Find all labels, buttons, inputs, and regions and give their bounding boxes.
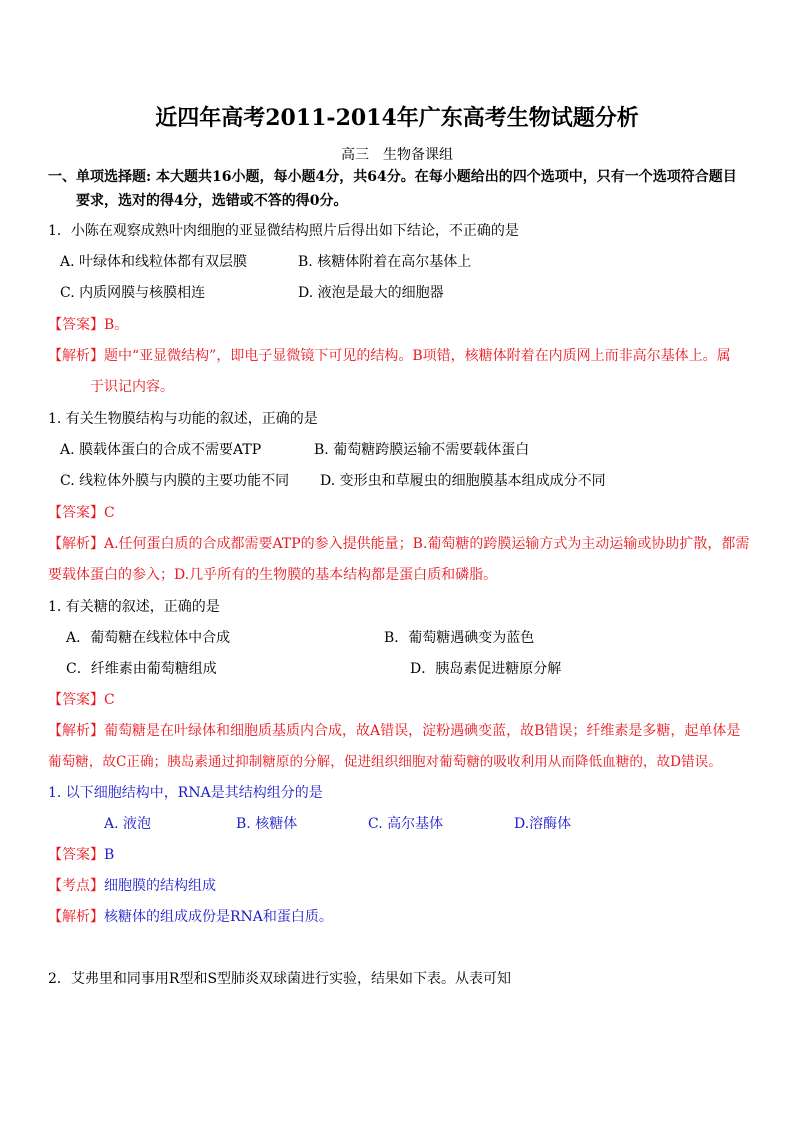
point-text: 细胞膜的结构组成 xyxy=(104,878,216,894)
q3-option-c: C．纤维素由葡萄糖组成 xyxy=(66,661,217,677)
document-subtitle: 高三 生物备课组 xyxy=(341,147,453,163)
q3-stem: 1. 有关糖的叙述，正确的是 xyxy=(48,599,220,615)
q4-answer xyxy=(48,846,114,864)
q2-option-b: B. 葡萄糖跨膜运输不需要载体蛋白 xyxy=(314,442,530,458)
analysis-text: 核糖体的组成成份是RNA和蛋白质。 xyxy=(104,909,333,925)
q2-answer xyxy=(48,504,115,522)
answer-value: B xyxy=(104,847,115,863)
q2-option-d: D. 变形虫和草履虫的细胞膜基本组成成分不同 xyxy=(320,473,606,489)
q1-answer xyxy=(48,316,128,334)
analysis-text: A.任何蛋白质的合成都需要ATP的参入提供能量；B.葡萄糖的跨膜运输方式为主动运输或协助扩散，都需 xyxy=(104,536,750,552)
answer-tag: 【答案】 xyxy=(48,847,104,863)
answer-value: C xyxy=(104,505,115,521)
q4-point xyxy=(48,877,216,895)
q4-stem: 1. 以下细胞结构中，RNA是其结构组分的是 xyxy=(48,785,323,801)
q3-option-a: A．葡萄糖在线粒体中合成 xyxy=(66,630,231,646)
q1-analysis-line2: 于识记内容。 xyxy=(90,379,174,395)
analysis-text: 葡萄糖是在叶绿体和细胞质基质内合成，故A错误，淀粉遇碘变蓝，故B错误；纤维素是多糖，起单体是 xyxy=(104,723,741,739)
q4-option-c: C. 高尔基体 xyxy=(368,816,444,832)
q4-analysis xyxy=(48,908,333,926)
q2-stem: 1. 有关生物膜结构与功能的叙述，正确的是 xyxy=(48,411,318,427)
analysis-tag: 【解析】 xyxy=(48,348,104,364)
q5-stem: 2．艾弗里和同事用R型和S型肺炎双球菌进行实验，结果如下表。从表可知 xyxy=(48,971,512,987)
q1-option-d: D. 液泡是最大的细胞器 xyxy=(298,285,444,301)
q4-option-d: D.溶酶体 xyxy=(514,816,572,832)
q3-analysis-line2: 葡萄糖，故C正确；胰岛素通过抑制糖原的分解，促进组织细胞对葡萄糖的吸收利用从而降低血糖的，故D错误。 xyxy=(48,754,722,770)
q1-option-a: A. 叶绿体和线粒体都有双层膜 xyxy=(60,254,248,270)
analysis-text: 题中“亚显微结构”，即电子显微镜下可见的结构。B项错，核糖体附着在内质网上而非高尔基体上。属 xyxy=(104,348,731,364)
q3-option-b: B．葡萄糖遇碘变为蓝色 xyxy=(384,630,535,646)
analysis-tag: 【解析】 xyxy=(48,723,104,739)
q2-option-a: A. 膜载体蛋白的合成不需要ATP xyxy=(60,442,262,458)
answer-value: C xyxy=(104,692,115,708)
q3-option-d: D．胰岛素促进糖原分解 xyxy=(410,661,562,677)
q2-analysis-line1 xyxy=(48,535,749,553)
section-heading-line1: 一、单项选择题: 本大题共16小题，每小题4分，共64分。在每小题给出的四个选项中，只有一个选项符合题目 xyxy=(48,169,737,185)
q4-option-b: B. 核糖体 xyxy=(236,816,298,832)
document-title: 近四年高考2011-2014年广东高考生物试题分析 xyxy=(155,105,639,131)
q1-option-c: C. 内质网膜与核膜相连 xyxy=(60,285,206,301)
point-tag: 【考点】 xyxy=(48,878,104,894)
q1-analysis-line1 xyxy=(48,347,731,365)
q4-option-a: A. 液泡 xyxy=(104,816,152,832)
q2-analysis-line2: 要载体蛋白的参入；D.几乎所有的生物膜的基本结构都是蛋白质和磷脂。 xyxy=(48,567,498,583)
answer-value: B。 xyxy=(104,317,129,333)
analysis-tag: 【解析】 xyxy=(48,536,104,552)
section-heading-line2: 要求，选对的得4分，选错或不答的得0分。 xyxy=(76,193,348,209)
q3-answer xyxy=(48,691,115,709)
q2-option-c: C. 线粒体外膜与内膜的主要功能不同 xyxy=(60,473,290,489)
q3-analysis-line1 xyxy=(48,722,740,740)
q1-option-b: B. 核糖体附着在高尔基体上 xyxy=(298,254,472,270)
answer-tag: 【答案】 xyxy=(48,317,104,333)
q1-stem: 1．小陈在观察成熟叶肉细胞的亚显微结构照片后得出如下结论，不正确的是 xyxy=(48,223,519,239)
answer-tag: 【答案】 xyxy=(48,692,104,708)
analysis-tag: 【解析】 xyxy=(48,909,104,925)
answer-tag: 【答案】 xyxy=(48,505,104,521)
